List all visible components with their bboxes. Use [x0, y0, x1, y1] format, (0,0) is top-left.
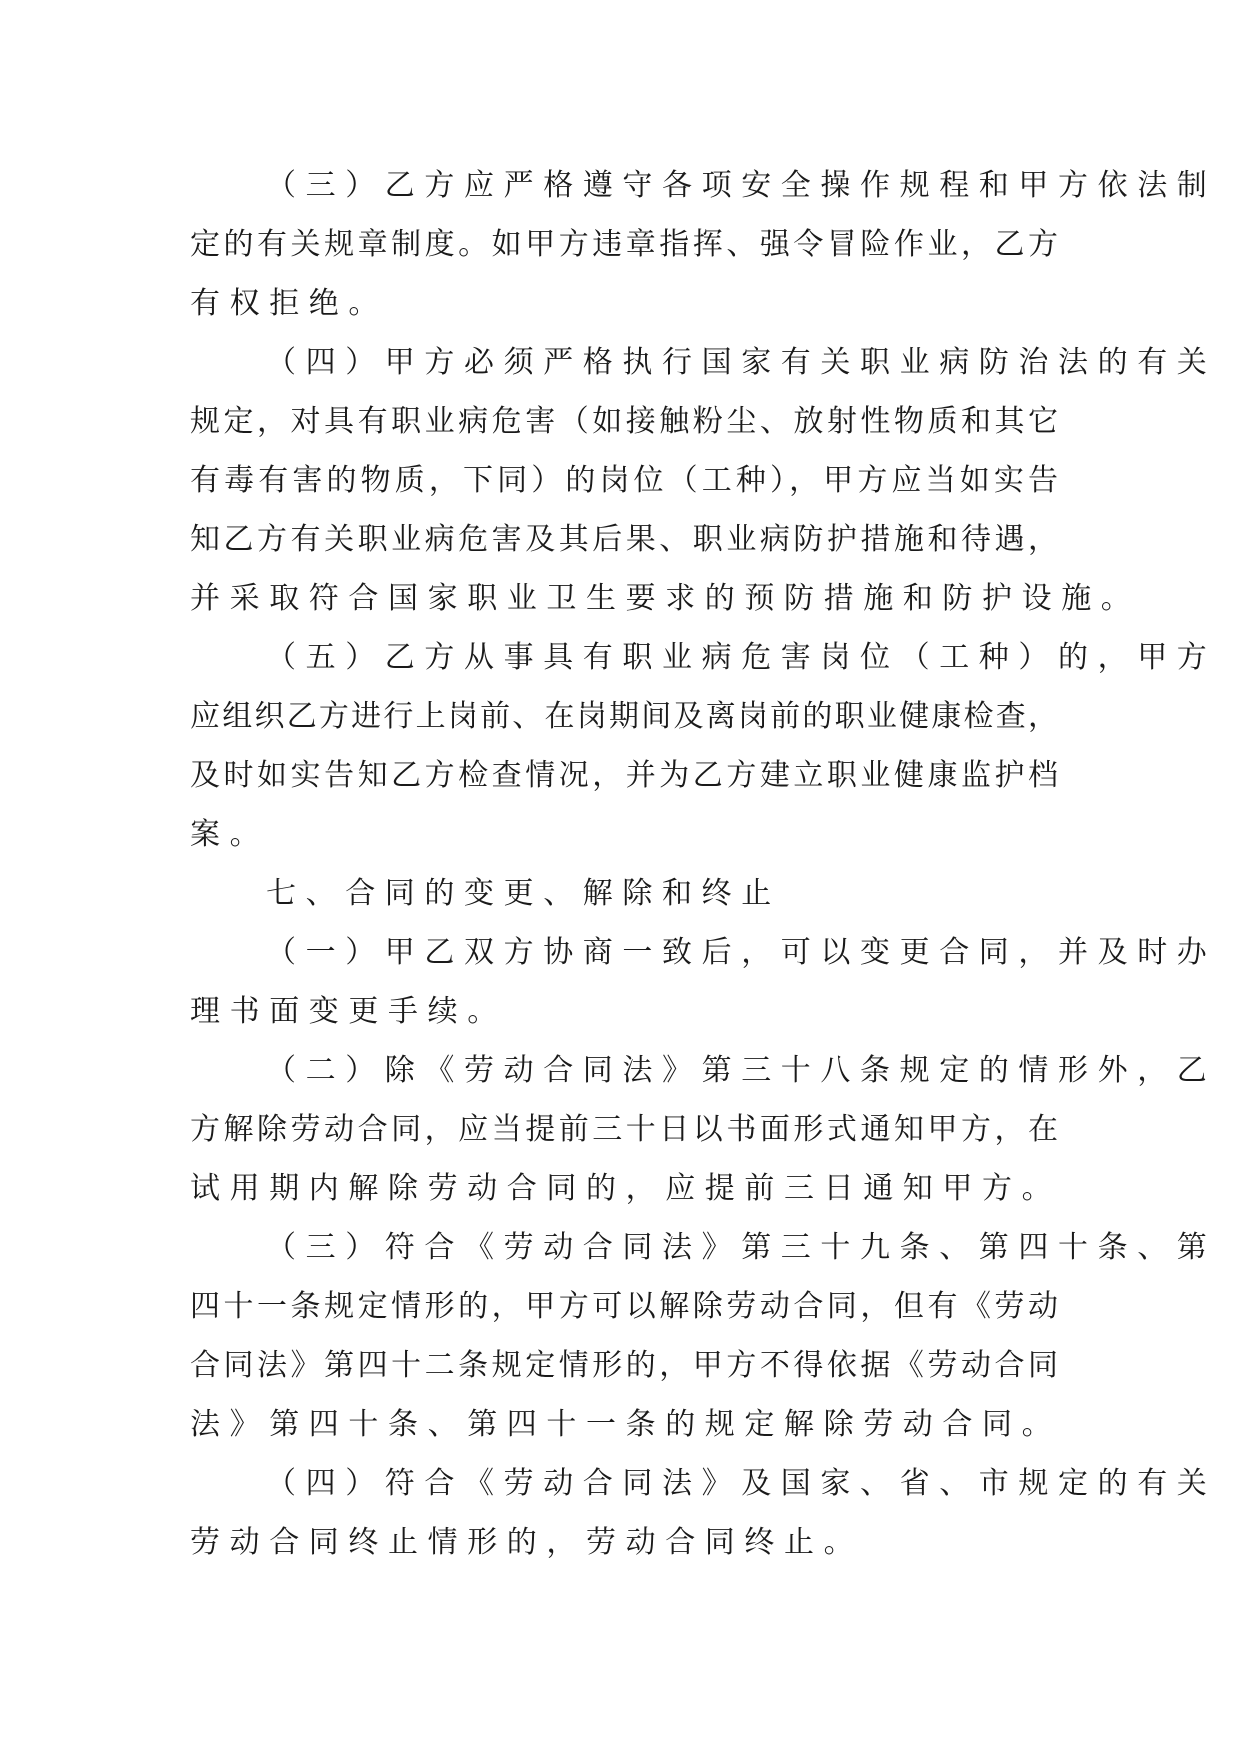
text-line: 四十一条规定情形的，甲方可以解除劳动合同，但有《劳动 [190, 1289, 1058, 1324]
text-line: 及时如实告知乙方检查情况，并为乙方建立职业健康监护档 [190, 758, 1058, 793]
text-line: 规定，对具有职业病危害（如接触粉尘、放射性物质和其它 [190, 404, 1058, 439]
text-line: 七、合同的变更、解除和终止 [266, 876, 781, 911]
text-line: （四）甲方必须严格执行国家有关职业病防治法的有关 [266, 345, 1217, 380]
text-line: 并采取符合国家职业卫生要求的预防措施和防护设施。 [190, 581, 1141, 616]
text-line: （五）乙方从事具有职业病危害岗位（工种）的，甲方 [266, 640, 1217, 675]
text-line: 方解除劳动合同，应当提前三十日以书面形式通知甲方，在 [190, 1112, 1058, 1147]
text-line: 有毒有害的物质，下同）的岗位（工种），甲方应当如实告 [190, 463, 1058, 498]
text-line: （二）除《劳动合同法》第三十八条规定的情形外，乙 [266, 1053, 1217, 1088]
text-line: （三）符合《劳动合同法》第三十九条、第四十条、第 [266, 1230, 1217, 1265]
text-line: 有权拒绝。 [190, 286, 388, 321]
text-line: （一）甲乙双方协商一致后，可以变更合同，并及时办 [266, 935, 1217, 970]
text-line: （四）符合《劳动合同法》及国家、省、市规定的有关 [266, 1466, 1217, 1501]
text-line: 理书面变更手续。 [190, 994, 507, 1029]
text-line: 应组织乙方进行上岗前、在岗期间及离岗前的职业健康检查， [190, 699, 1058, 734]
text-line: 劳动合同终止情形的，劳动合同终止。 [190, 1525, 864, 1560]
text-line: 定的有关规章制度。如甲方违章指挥、强令冒险作业，乙方 [190, 227, 1058, 262]
document-page [190, 156, 1217, 1572]
text-line: 案。 [190, 817, 270, 852]
text-line: 合同法》第四十二条规定情形的，甲方不得依据《劳动合同 [190, 1348, 1058, 1383]
text-line: 法》第四十条、第四十一条的规定解除劳动合同。 [190, 1407, 1062, 1442]
text-line: （三）乙方应严格遵守各项安全操作规程和甲方依法制 [266, 168, 1217, 203]
text-line: 知乙方有关职业病危害及其后果、职业病防护措施和待遇， [190, 522, 1058, 557]
text-line: 试用期内解除劳动合同的，应提前三日通知甲方。 [190, 1171, 1062, 1206]
